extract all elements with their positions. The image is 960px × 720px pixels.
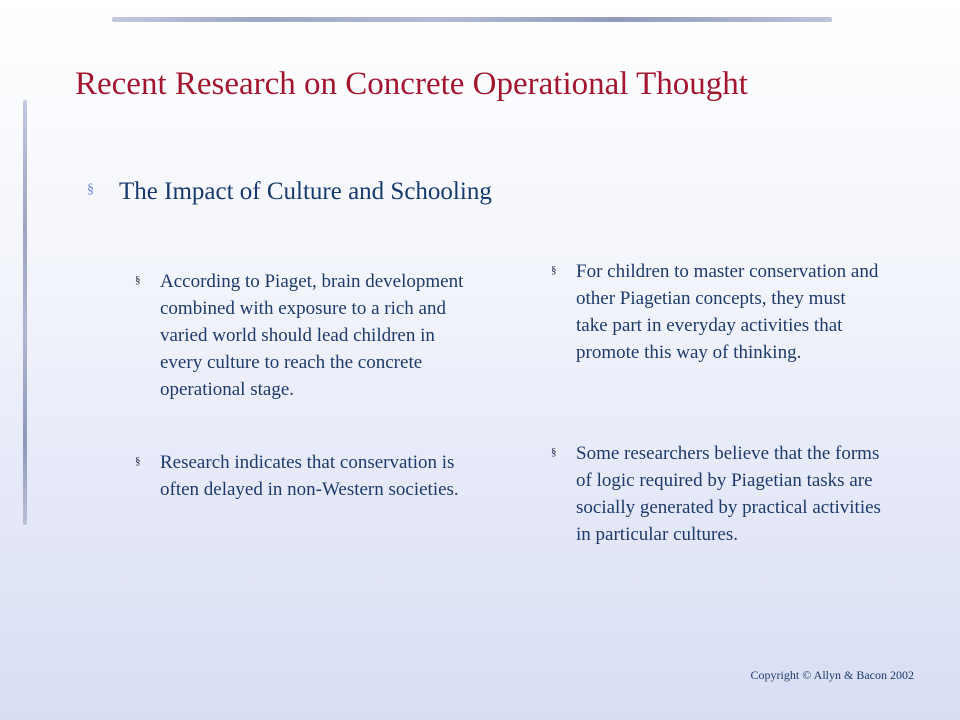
square-bullet-icon: § xyxy=(135,274,141,286)
right-bullet-text: Some researchers believe that the forms of logic required by Piagetian tasks are socially generated by practical activities in particular cultures. xyxy=(576,443,881,545)
square-bullet-icon: § xyxy=(551,264,557,276)
slide-title: Recent Research on Concrete Operational Thought xyxy=(75,66,748,102)
left-decorative-rule xyxy=(23,100,27,525)
right-bullet-item xyxy=(551,258,881,366)
right-bullet-item xyxy=(551,440,881,548)
square-bullet-icon: § xyxy=(135,455,141,467)
left-bullet-item xyxy=(135,449,465,503)
main-bullet-text: The Impact of Culture and Schooling xyxy=(119,178,492,205)
main-bullet-item xyxy=(87,176,507,207)
left-bullet-item xyxy=(135,268,465,403)
top-decorative-rule xyxy=(112,17,832,22)
left-bullet-text: Research indicates that conservation is often delayed in non-Western societies. xyxy=(160,452,459,500)
left-bullet-text: According to Piaget, brain development combined with exposure to a rich and varied world should lead children in every culture to reach the concrete operational stage. xyxy=(160,271,464,400)
square-bullet-icon: § xyxy=(87,182,94,197)
copyright-notice: Copyright © Allyn & Bacon 2002 xyxy=(750,668,914,682)
right-bullet-text: For children to master conservation and other Piagetian concepts, they must take part in everyday activities that promote this way of thinking. xyxy=(576,261,879,363)
square-bullet-icon: § xyxy=(551,446,557,458)
